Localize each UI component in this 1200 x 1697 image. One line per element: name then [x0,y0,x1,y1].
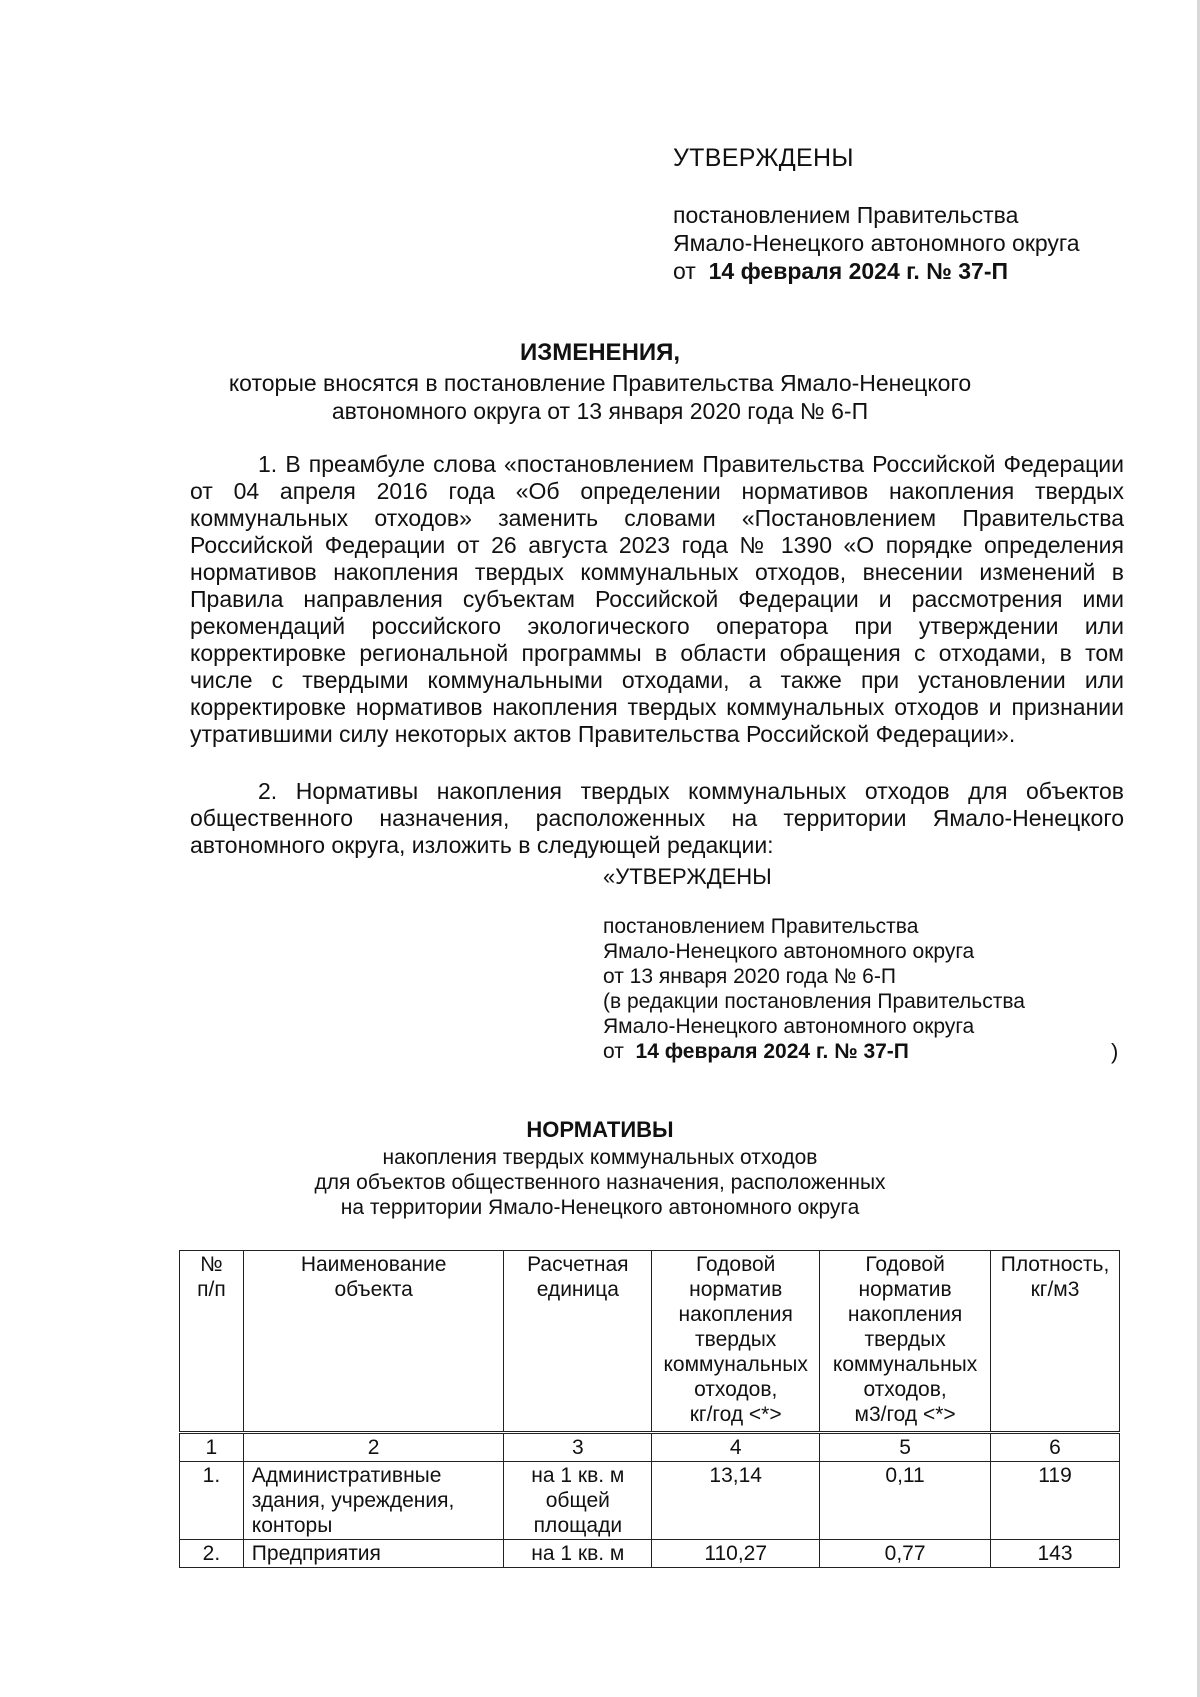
approval-heading: УТВЕРЖДЕНЫ [673,144,854,172]
header-cell-name: Наименование объекта [243,1251,504,1433]
density: 143 [991,1540,1120,1568]
calc-unit: на 1 кв. м общей площади [504,1462,652,1540]
row-number: 2. [180,1540,244,1568]
paragraph-2: 2. Нормативы накопления твердых коммунальных отходов для объектов общественного назначения, расположенных на территории Ямало-Ненецкого автономного округа, изложить в следующей редакции: [190,778,1124,858]
column-number: 2 [243,1433,504,1462]
subtitle-line: которые вносятся в постановление Правительства Ямало-Ненецкого [228,370,972,396]
norm-kg: 13,14 [652,1462,820,1540]
quote-date [603,1039,1025,1064]
header-cell-kg: Годовой норматив накопления твердых коммунальных отходов, кг/год <*> [652,1251,820,1433]
object-name: Предприятия [243,1540,504,1568]
object-name: Административные здания, учреждения, конторы [243,1462,504,1540]
table-row [180,1462,1120,1540]
norm-m3: 0,77 [820,1540,991,1568]
date-prefix: от [673,258,696,284]
header-cell-unit: Расчетная единица [504,1251,652,1433]
quote-line: (в редакции постановления Правительства [603,990,1025,1013]
approval-line: Ямало-Ненецкого автономного округа [673,230,1080,256]
header-cell-number: № п/п [180,1251,244,1433]
column-number: 4 [652,1433,820,1462]
header-cell-m3: Годовой норматив накопления твердых коммунальных отходов, м3/год <*> [820,1251,991,1433]
date-prefix: от [603,1040,624,1063]
norm-m3: 0,11 [820,1462,991,1540]
header-cell-density: Плотность, кг/м3 [991,1251,1120,1433]
row-number: 1. [180,1462,244,1540]
column-number: 3 [504,1433,652,1462]
subtitle-line: автономного округа от 13 января 2020 года № 6-П [331,398,869,424]
paragraph-1: 1. В преамбуле слова «постановлением Правительства Российской Федерации от 04 апреля 2016 года «Об определении нормативов накопления твердых коммунальных отходов» заменить словами «Постановлением Правительства Российской Федерации от 26 августа 2023 года № 1390 «О порядке определения нормативов накопления твердых коммунальных отходов, внесении изменений в Правила направления субъектам Российской Федерации и рассмотрения ими рекомендаций российского экологического оператора при утверждении или корректировке региональной программы в области обращения с отходами, в том числе с твердыми коммунальными отходами, а также при установлении или корректировке нормативов накопления твердых коммунальных отходов и признании утратившими силу некоторых актов Правительства Российской Федерации». [190,451,1124,747]
quote-line: Ямало-Ненецкого автономного округа [603,940,975,963]
norms-table [179,1250,1120,1568]
norms-subtitle [0,1145,1200,1220]
column-number: 5 [820,1433,991,1462]
subtitle-line: на территории Ямало-Ненецкого автономного округа [340,1196,860,1219]
closing-parenthesis: ) [1111,1039,1119,1064]
quote-approval-block [603,914,1025,1064]
calc-unit: на 1 кв. м [504,1540,652,1568]
quote-line: от 13 января 2020 года № 6-П [603,965,896,988]
changes-title: ИЗМЕНЕНИЯ, [519,339,681,366]
table-header-row [180,1251,1120,1433]
subtitle-line: накопления твердых коммунальных отходов [382,1146,818,1169]
column-number: 6 [991,1433,1120,1462]
table-row [180,1540,1120,1568]
quote-line: Ямало-Ненецкого автономного округа [603,1015,975,1038]
decree-number: 14 февраля 2024 г. № 37-П [635,1040,909,1063]
decree-number: 14 февраля 2024 г. № 37-П [708,258,1009,284]
column-number-row [180,1433,1120,1462]
quote-line: постановлением Правительства [603,915,919,938]
approval-line: постановлением Правительства [673,202,1019,228]
approval-block [673,201,1080,285]
density: 119 [991,1462,1120,1540]
norm-kg: 110,27 [652,1540,820,1568]
approval-date [673,257,1080,285]
quote-approval-heading: «УТВЕРЖДЕНЫ [603,864,772,889]
subtitle-line: для объектов общественного назначения, расположенных [314,1171,886,1194]
norms-title: НОРМАТИВЫ [526,1117,674,1142]
column-number: 1 [180,1433,244,1462]
changes-subtitle [0,369,1200,425]
